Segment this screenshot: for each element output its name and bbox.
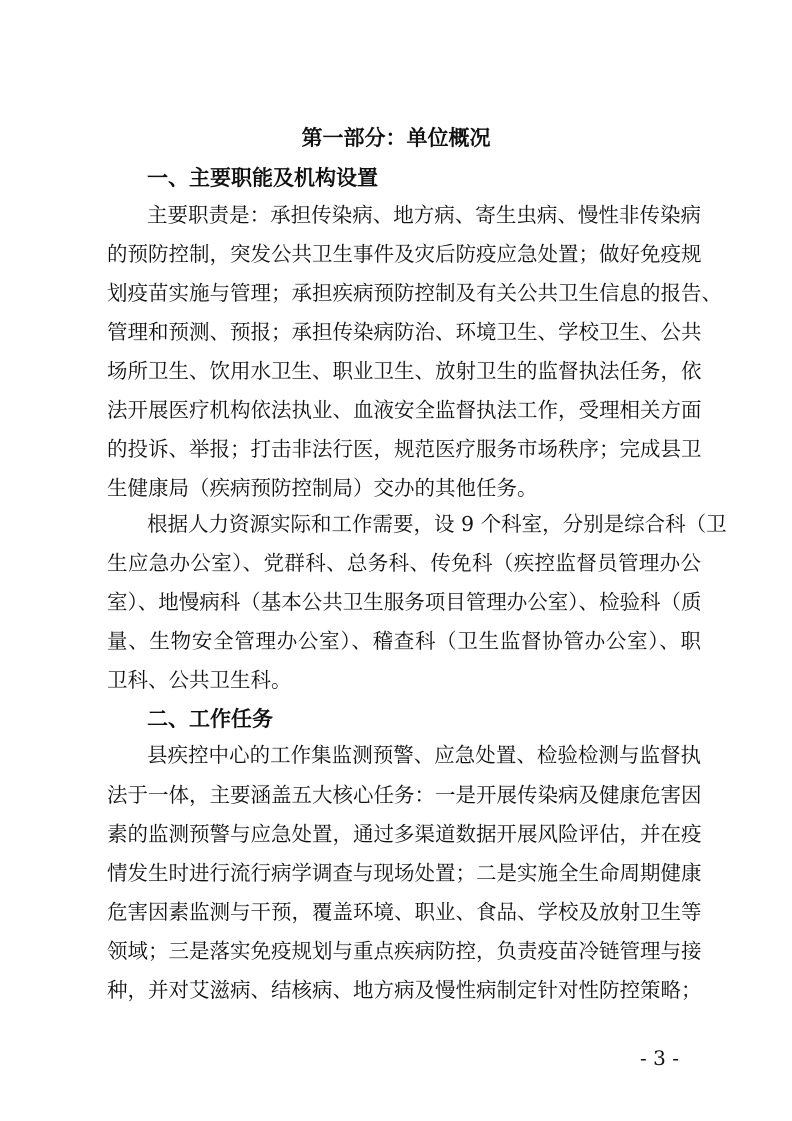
text-line: 根据人力资源实际和工作需要，设 9 个科室，分别是综合科（卫 [147, 512, 727, 536]
text-line: 量、生物安全管理办公室）、稽查科（卫生监督协管办公室）、职 [107, 629, 701, 653]
text-line: 危害因素监测与干预，覆盖环境、职业、食品、学校及放射卫生等 [107, 900, 702, 924]
text-line: 的预防控制，突发公共卫生事件及灾后防疫应急处置；做好免疫规 [107, 242, 702, 266]
text-line: 县疾控中心的工作集监测预警、应急处置、检验检测与监督执 [147, 743, 701, 767]
text-line: 卫科、公共卫生科。 [107, 668, 292, 692]
text-line: 的投诉、举报；打击非法行医，规范医疗服务市场秩序；完成县卫 [107, 437, 702, 461]
page-title: 第一部分：单位概况 [301, 125, 491, 150]
text-line: 领域；三是落实免疫规划与重点疾病防控，负责疫苗冷链管理与接 [107, 939, 702, 963]
text-line: 种，并对艾滋病、结核病、地方病及慢性病制定针对性防控策略； [107, 978, 702, 1002]
text-line: 法开展医疗机构依法执业、血液安全监督执法工作，受理相关方面 [107, 398, 702, 422]
text-line: 场所卫生、饮用水卫生、职业卫生、放射卫生的监督执法任务，依 [107, 359, 702, 383]
section-heading-tasks: 二、工作任务 [147, 706, 273, 731]
text-line: 生健康局（疾病预防控制局）交办的其他任务。 [107, 476, 538, 500]
text-line: 生应急办公室）、党群科、总务科、传免科（疾控监督员管理办公 [107, 551, 701, 575]
section-heading-functions: 一、主要职能及机构设置 [147, 165, 378, 190]
text-line: 划疫苗实施与管理；承担疾病预防控制及有关公共卫生信息的报告、 [107, 281, 722, 305]
text-line: 情发生时进行流行病学调查与现场处置；二是实施全生命周期健康 [107, 861, 702, 885]
text-line: 主要职责是：承担传染病、地方病、寄生虫病、慢性非传染病 [147, 203, 701, 227]
text-line: 室）、地慢病科（基本公共卫生服务项目管理办公室）、检验科（质 [107, 590, 702, 614]
page-number: - 3 - [640, 1046, 679, 1070]
text-line: 素的监测预警与应急处置，通过多渠道数据开展风险评估，并在疫 [107, 822, 702, 846]
text-line: 法于一体，主要涵盖五大核心任务：一是开展传染病及健康危害因 [107, 783, 702, 807]
text-line: 管理和预测、预报；承担传染病防治、环境卫生、学校卫生、公共 [107, 320, 702, 344]
